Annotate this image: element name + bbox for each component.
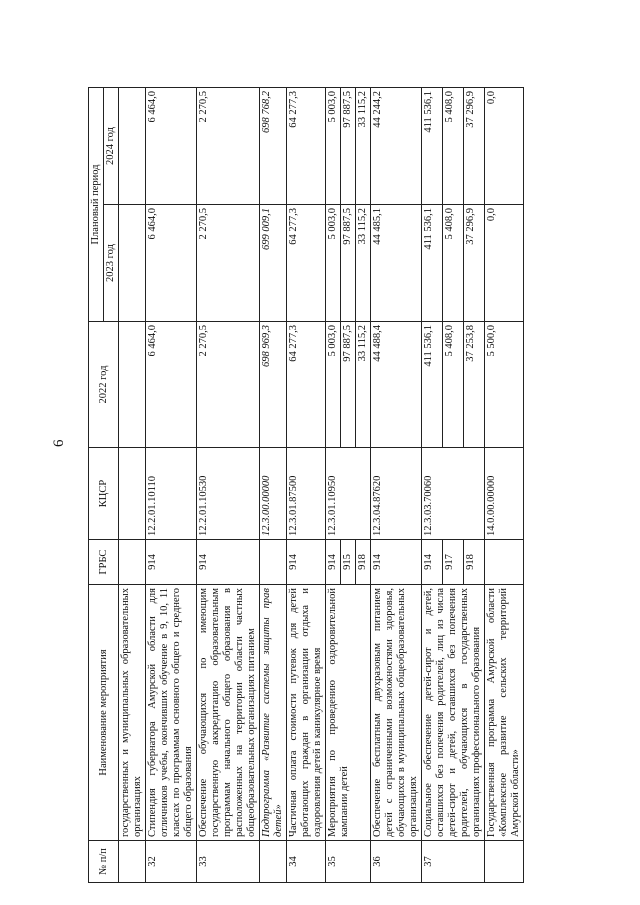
- cell-name: Частичная оплата стоимости путевок для детей работающих граждан в организации отдыха и оздоровления детей в каникулярное время: [287, 585, 326, 841]
- header-grbs: ГРБС: [89, 540, 119, 585]
- header-2024: 2024 год: [104, 88, 119, 205]
- cell-2024: 5 003,0: [326, 88, 341, 205]
- header-no: № п/п: [89, 841, 119, 883]
- cell-2022: 64 277,3: [287, 322, 326, 448]
- table-row: [422, 88, 443, 883]
- cell-name: Государственная программа Амурской области «Комплексное развитие сельских территорий Амурской области»: [485, 585, 524, 841]
- cell-2023: [119, 205, 146, 322]
- cell-kcsr: 12.3.01.87500: [287, 448, 326, 540]
- cell-2023: 5 408,0: [443, 205, 464, 322]
- cell-grbs: 914: [326, 540, 341, 585]
- cell-name: Обеспечение бесплатным двухразовым питанием детей с ограниченными возможностями здоровья, обучающихся в муниципальных общеобразовательных организациях: [371, 585, 422, 841]
- budget-table-sheet: [88, 88, 528, 883]
- cell-no: 34: [287, 841, 326, 883]
- cell-2023: 0,0: [485, 205, 524, 322]
- cell-2024: 64 277,3: [287, 88, 326, 205]
- cell-grbs: 914: [287, 540, 326, 585]
- cell-kcsr: 12.3.01.10950: [326, 448, 371, 540]
- cell-2022: 5 500,0: [485, 322, 524, 448]
- cell-no: 37: [422, 841, 485, 883]
- cell-grbs: [485, 540, 524, 585]
- cell-grbs: 914: [371, 540, 422, 585]
- cell-kcsr: 12.2.01.10110: [146, 448, 197, 540]
- cell-2024: [119, 88, 146, 205]
- cell-2022: 5 408,0: [443, 322, 464, 448]
- cell-2023: 5 003,0: [326, 205, 341, 322]
- cell-2022: [119, 322, 146, 448]
- cell-grbs: 917: [443, 540, 464, 585]
- cell-2024: 698 768,2: [260, 88, 287, 205]
- cell-2023: 97 887,5: [341, 205, 356, 322]
- cell-grbs: 915: [341, 540, 356, 585]
- cell-2024: 6 464,0: [146, 88, 197, 205]
- cell-kcsr: 12.3.04.87620: [371, 448, 422, 540]
- cell-2024: 5 408,0: [443, 88, 464, 205]
- cell-2023: 37 296,9: [464, 205, 485, 322]
- cell-kcsr: 12.2.01.10530: [197, 448, 260, 540]
- cell-name: Стипендия губернатора Амурской области для отличников учебы, окончивших обучение в 9, 10, 11 классах по программам основного общего и среднего общего образования: [146, 585, 197, 841]
- cell-name: Подпрограмма «Развитие системы защиты прав детей»: [260, 585, 287, 841]
- cell-name: Социальное обеспечение детей-сирот и детей, оставшихся без попечения родителей, лиц из числа детей-сирот и детей, оставшихся без попечения родителей, обучающихся в государственных организациях профессионального образования: [422, 585, 485, 841]
- cell-name: государственных и муниципальных образовательных организациях: [119, 585, 146, 841]
- table-header: [89, 88, 119, 883]
- cell-2022: 2 270,5: [197, 322, 260, 448]
- header-2022: 2022 год: [89, 322, 119, 448]
- cell-no: [119, 841, 146, 883]
- cell-kcsr: 12.3.00.00000: [260, 448, 287, 540]
- header-name: Наименование мероприятия: [89, 585, 119, 841]
- cell-grbs: [260, 540, 287, 585]
- cell-grbs: [119, 540, 146, 585]
- cell-kcsr: 12.3.03.70060: [422, 448, 485, 540]
- cell-grbs: 914: [422, 540, 443, 585]
- table-row: [197, 88, 260, 883]
- cell-grbs: 914: [197, 540, 260, 585]
- cell-2022: 44 488,4: [371, 322, 422, 448]
- table-row: [119, 88, 146, 883]
- cell-2022: 6 464,0: [146, 322, 197, 448]
- cell-2023: 699 009,1: [260, 205, 287, 322]
- cell-grbs: 918: [356, 540, 371, 585]
- cell-2024: 97 887,5: [341, 88, 356, 205]
- cell-2022: 33 115,2: [356, 322, 371, 448]
- cell-no: 32: [146, 841, 197, 883]
- table-row: [371, 88, 422, 883]
- cell-2022: 5 003,0: [326, 322, 341, 448]
- cell-no: 36: [371, 841, 422, 883]
- cell-2022: 411 536,1: [422, 322, 443, 448]
- header-kcsr: КЦСР: [89, 448, 119, 540]
- table-row: [287, 88, 326, 883]
- cell-no: [485, 841, 524, 883]
- budget-table: [88, 87, 524, 883]
- cell-no: 35: [326, 841, 371, 883]
- cell-no: [260, 841, 287, 883]
- header-plan-period: Плановый период: [89, 88, 104, 322]
- cell-grbs: 918: [464, 540, 485, 585]
- cell-2024: 2 270,5: [197, 88, 260, 205]
- cell-name: Мероприятия по проведению оздоровительной кампании детей: [326, 585, 371, 841]
- cell-2023: 44 485,1: [371, 205, 422, 322]
- table-row: [146, 88, 197, 883]
- program-row: [485, 88, 524, 883]
- header-2023: 2023 год: [104, 205, 119, 322]
- cell-no: 33: [197, 841, 260, 883]
- cell-name: Обеспечение обучающихся по имеющим государственную аккредитацию образовательным программам начального общего образования в расположенных на территории области частных общеобразовательных организациях питанием: [197, 585, 260, 841]
- cell-2023: 2 270,5: [197, 205, 260, 322]
- cell-2022: 37 253,8: [464, 322, 485, 448]
- cell-2024: 37 296,9: [464, 88, 485, 205]
- cell-2022: 97 887,5: [341, 322, 356, 448]
- cell-2024: 411 536,1: [422, 88, 443, 205]
- table-row: [326, 88, 341, 883]
- cell-2024: 44 244,2: [371, 88, 422, 205]
- cell-kcsr: 14.0.00.00000: [485, 448, 524, 540]
- cell-2023: 64 277,3: [287, 205, 326, 322]
- page-number: 6: [51, 439, 67, 447]
- cell-grbs: 914: [146, 540, 197, 585]
- cell-2024: 0,0: [485, 88, 524, 205]
- subprogram-row: [260, 88, 287, 883]
- cell-2023: 33 115,2: [356, 205, 371, 322]
- cell-2022: 698 969,3: [260, 322, 287, 448]
- cell-2023: 411 536,1: [422, 205, 443, 322]
- cell-kcsr: [119, 448, 146, 540]
- cell-2023: 6 464,0: [146, 205, 197, 322]
- cell-2024: 33 115,2: [356, 88, 371, 205]
